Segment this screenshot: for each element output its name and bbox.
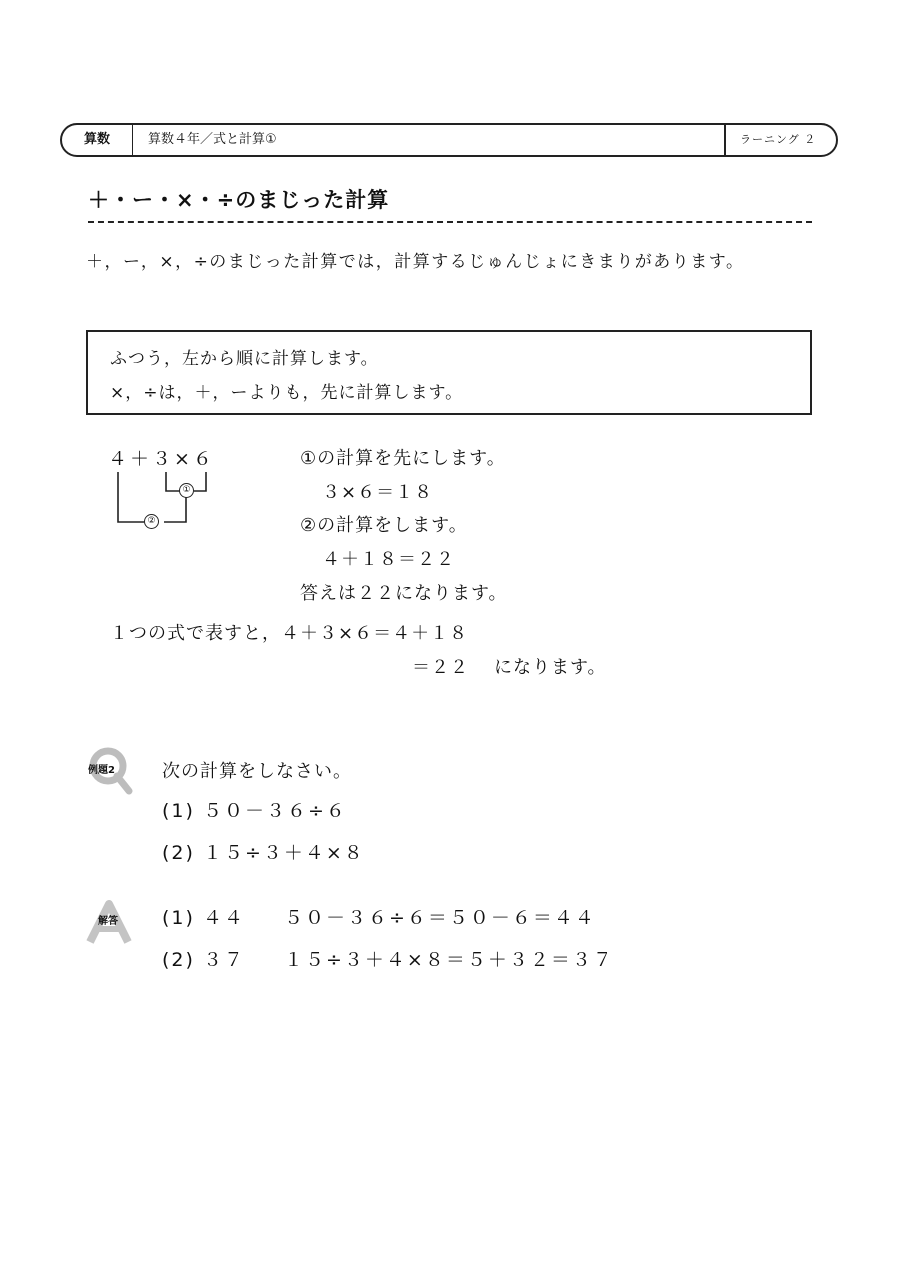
- summary-suffix: になります。: [494, 657, 607, 678]
- question-icon-label: 例題2: [88, 765, 115, 776]
- step-3: ②の計算をします。: [300, 515, 468, 536]
- rule-line-2: ×，÷は，＋，ーよりも，先に計算します。: [110, 383, 464, 403]
- step-4: ４＋１８＝２２: [322, 549, 455, 570]
- step-marker-1: ①: [179, 483, 194, 498]
- summary-line-1: １つの式で表すと，４＋３×６＝４＋１８: [110, 623, 469, 644]
- answer-2-work: １５÷３＋４×８＝５＋３２＝３７: [284, 949, 614, 971]
- example-expression: ４＋３×６: [108, 448, 215, 470]
- step-2: ３×６＝１８: [322, 482, 434, 503]
- intro-text: ＋，ー，×，÷のまじった計算では，計算するじゅんじょにきまりがあります。: [86, 252, 745, 272]
- page-title: ＋・ー・×・÷のまじった計算: [88, 188, 390, 212]
- answer-2-label: (2) ３７: [162, 949, 245, 971]
- rule-line-1: ふつう，左から順に計算します。: [110, 349, 379, 369]
- summary-line-2: ＝２２: [412, 657, 469, 678]
- unit-title: 算数４年／式と計算①: [148, 132, 277, 147]
- page-label: ラーニング ２: [740, 133, 817, 146]
- step-5: 答えは２２になります。: [300, 583, 508, 604]
- answer-icon-label: 解答: [98, 916, 118, 927]
- rule-box: [86, 330, 812, 415]
- step-marker-2: ②: [144, 514, 159, 529]
- subject-label: 算数: [62, 125, 133, 155]
- title-divider: [88, 221, 812, 223]
- answer-1-label: (1) ４４: [162, 907, 245, 929]
- header-bar: [60, 123, 838, 157]
- answer-1-work: ５０－３６÷６＝５０－６＝４４: [284, 907, 596, 929]
- question-instruction: 次の計算をしなさい。: [162, 761, 352, 782]
- header-divider: [724, 125, 726, 155]
- question-item-1: (1) ５０－３６÷６: [162, 800, 347, 822]
- question-item-2: (2) １５÷３＋４×８: [162, 842, 365, 864]
- order-bracket-diagram: [100, 466, 220, 536]
- step-1: ①の計算を先にします。: [300, 448, 506, 469]
